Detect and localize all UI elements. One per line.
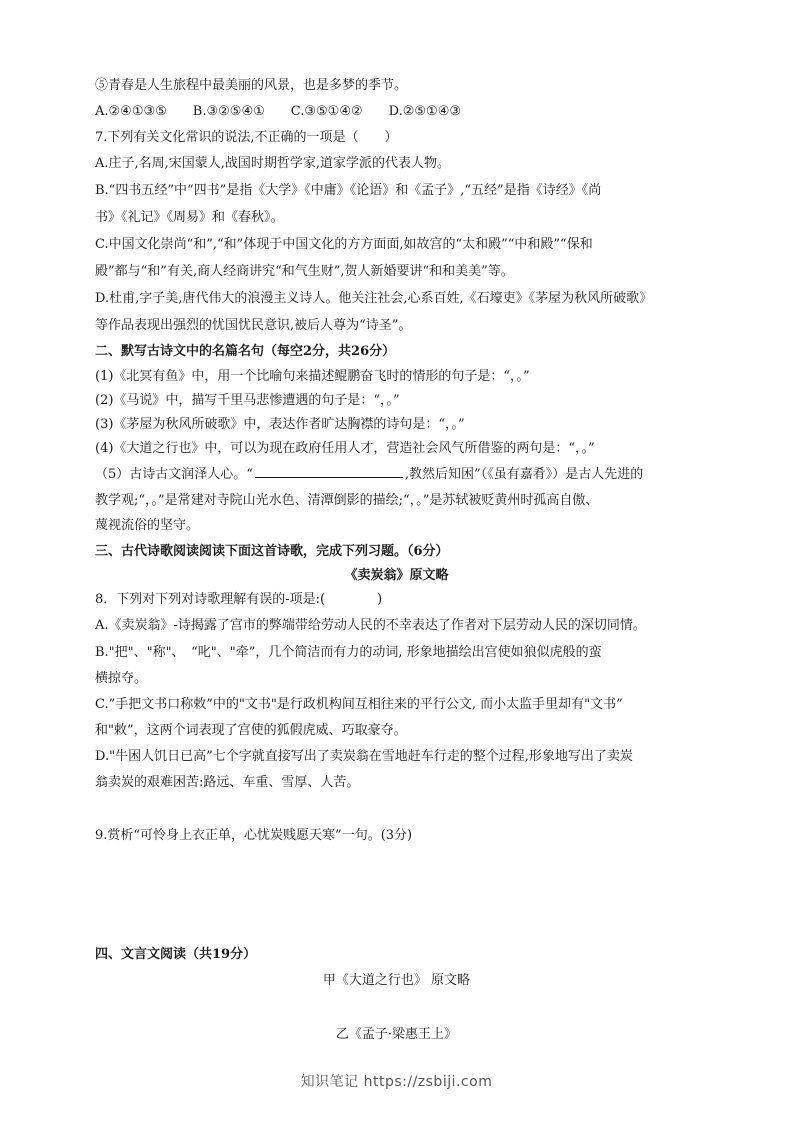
option-line: A.②④①③⑤ B.③②⑤④① C.③⑤①④② D.②⑤①④③: [95, 104, 461, 119]
blank-item-5: [95, 465, 705, 484]
option-c-cont: 殿”都与“和”有关,商人经商讲究“和气生财”,贺人新婚要讲“和和美美”等。: [95, 264, 514, 279]
text-a-title: 甲《大道之行也》 原文略: [322, 973, 471, 988]
text-b-title: 乙《孟子·梁惠王上》: [335, 1027, 458, 1042]
blank-item-1: (1)《北冥有鱼》中，用一个比喻句来描述鲲鹏奋飞时的情形的句子是：“，。”: [95, 369, 530, 384]
question-7: 7.下列有关文化常识的说法,不正确的一项是（ ）: [95, 130, 398, 145]
q8-option-a: A.《卖炭翁》-诗揭露了宫市的弊端带给劳动人民的不幸表达了作者对下层劳动人民的深切同情。: [95, 618, 646, 633]
blank-item-5-cont: 教学观;“，。”是常建对寺院山光水色、清潭倒影的描绘;“，。”是苏轼被贬黄州时孤高自傲、: [95, 493, 599, 508]
blank-item-5-cont2: 蔑视流俗的坚守。: [95, 518, 200, 533]
blank-item-5-start: （5）古诗古文润泽人心。“: [95, 467, 253, 482]
question-9: 9.赏析“可怜身上衣正单，心忧炭贱愿天寒”一句。(3分): [95, 828, 413, 843]
q8-option-d: D."牛困人饥日已高”七个字就直接写出了卖炭翁在雪地赶车行走的整个过程,形象地写出了卖炭: [95, 749, 633, 764]
q8-option-c-cont: 和"敕”，这两个词表现了宫使的狐假虎威、巧取豪夺。: [95, 723, 407, 738]
option-b-cont: 书》《礼记》《周易》和《春秋》。: [95, 210, 284, 225]
option-b: B.“四书五经”中“四书”是指《大学》《中庸》《论语》和《孟子》,“五经”是指《诗经》《尚: [95, 183, 602, 198]
poem-title: 《卖炭翁》原文略: [344, 568, 449, 583]
blank-item-3: (3)《茅屋为秋风所破歌》中，表达作者旷达胸襟的诗句是：“，。”: [95, 417, 465, 432]
q8-option-c: C.”手把文书口称敕”中的"文书"是行政机构间互相往来的平行公文, 而小太监手里却有"文书”: [95, 697, 623, 712]
section-4-heading: 四、文言文阅读（共19分）: [95, 947, 257, 962]
site-watermark: 知识笔记 https://zsbiji.com: [300, 1074, 493, 1090]
option-d-cont: 等作品表现出强烈的忧国忧民意识,被后人尊为“诗圣”。: [95, 318, 412, 333]
section-2-heading: 二、默写古诗文中的名篇名句（每空2分，共26分）: [95, 344, 396, 359]
blank-item-4: (4)《大道之行也》中，可以为现在政府任用人才，营造社会风气所借鉴的两句是：“，。”: [95, 441, 595, 456]
question-8: 8．下列对下列对诗歌理解有误的-项是:( ): [95, 592, 383, 607]
section-3-heading: 三、古代诗歌阅读阅读下面这首诗歌，完成下列习题。（6分）: [95, 544, 449, 559]
option-d: D.杜甫,字子美,唐代伟大的浪漫主义诗人。他关注社会,心系百姓,《石壕吏》《茅屋为秋风所破歌》: [95, 291, 653, 306]
text-line: ⑤青春是人生旅程中最美丽的风景，也是多梦的季节。: [95, 78, 408, 93]
option-a: A.庄子,名周,宋国蒙人,战国时期哲学家,道家学派的代表人物。: [95, 156, 451, 171]
q8-option-b: B."把"、"称"、 “叱"、"牵”，几个简洁而有力的动词, 形象地描绘出宫使如狼似虎般的蛮: [95, 645, 602, 660]
q8-option-b-cont: 横掠夺。: [95, 671, 148, 686]
q8-option-d-cont: 翁卖炭的艰难困苦:路远、车重、雪厚、人苦。: [95, 775, 360, 790]
fill-blank: [255, 465, 403, 478]
option-c: C.中国文化崇尚“和”,“和”体现于中国文化的方方面面,如故宫的“太和殿”“中和殿”“保和: [95, 237, 593, 252]
blank-item-2: (2)《马说》中，描写千里马悲惨遭遇的句子是：“，。”: [95, 393, 400, 408]
blank-item-5-end: ,教然后知困”（《虽有嘉肴》）是古人先进的: [404, 467, 644, 482]
